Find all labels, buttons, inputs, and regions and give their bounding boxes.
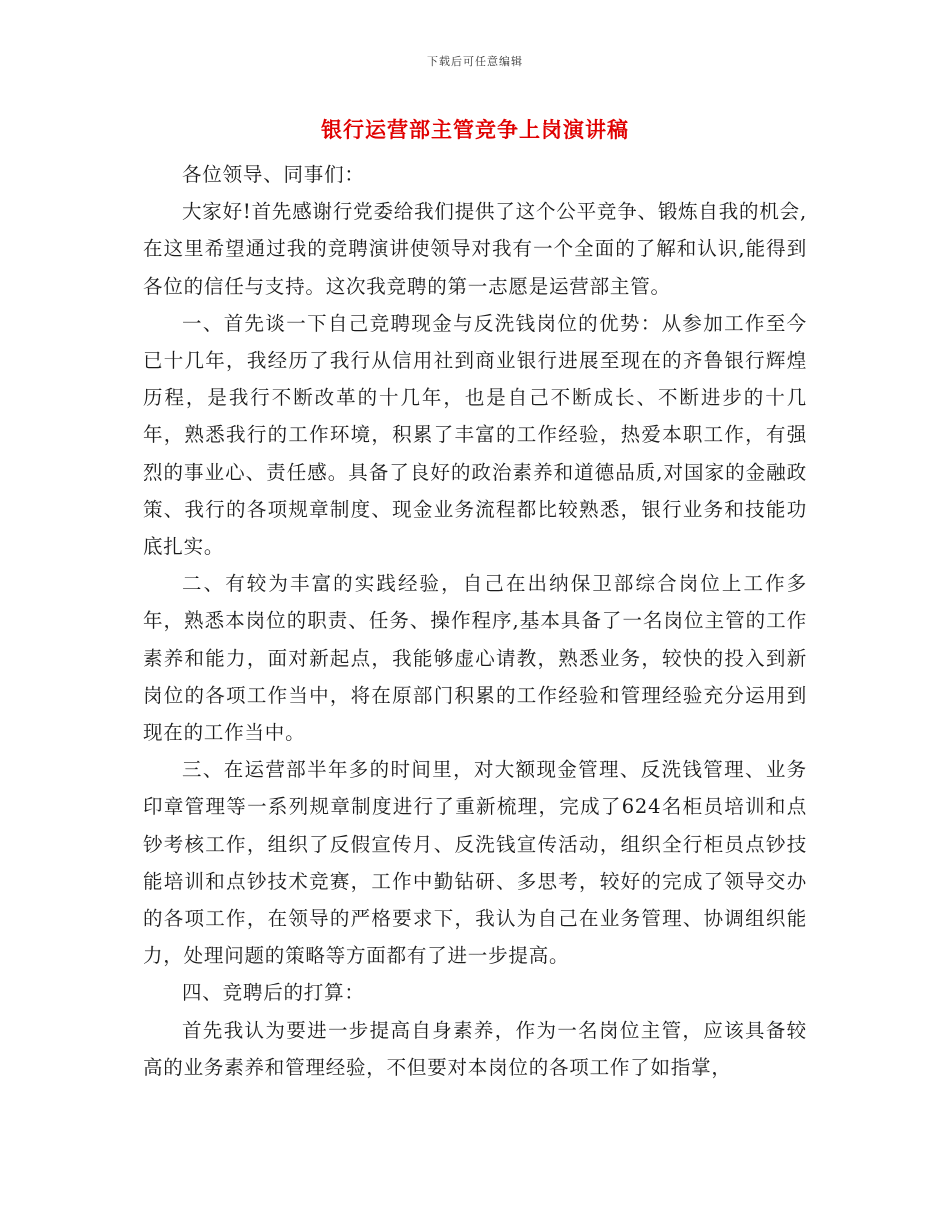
- paragraph-section-4-heading: 四、竞聘后的打算：: [182, 981, 365, 1005]
- document-title: 银行运营部主管竞争上岗演讲稿: [321, 117, 629, 142]
- paragraph-section-3: 三、在运营部半年多的时间里，对大额现金管理、反洗钱管理、业务印章管理等一系列规章制度进行了重新梳理，完成了624名柜员培训和点钞考核工作，组织了反假宣传月、反洗钱宣传活动，组织全行柜员点钞技能培训和点钞技术竞赛，工作中勤钻研、多思考，较好的完成了领导交办的各项工作，在领导的严格要求下，我认为自己在业务管理、协调组织能力，处理问题的策略等方面都有了进一步提高。: [143, 758, 807, 968]
- header-note: 下载后可任意编辑: [427, 55, 523, 68]
- document-body: [143, 156, 807, 1086]
- paragraph-salutation: 各位领导、同事们：: [182, 163, 365, 186]
- paragraph-section-1: 一、首先谈一下自己竞聘现金与反洗钱岗位的优势：从参加工作至今已十几年，我经历了我行从信用社到商业银行进展至现在的齐鲁银行辉煌历程，是我行不断改革的十几年，也是自己不断成长、不断进步的十几年，熟悉我行的工作环境，积累了丰富的工作经验，热爱本职工作，有强烈的事业心、责任感。具备了良好的政治素养和道德品质,对国家的金融政策、我行的各项规章制度、现金业务流程都比较熟悉，银行业务和技能功底扎实。: [143, 311, 807, 559]
- paragraph-section-2: 二、有较为丰富的实践经验，自己在出纳保卫部综合岗位上工作多年，熟悉本岗位的职责、任务、操作程序,基本具备了一名岗位主管的工作素养和能力，面对新起点，我能够虚心请教，熟悉业务，较快的投入到新岗位的各项工作当中，将在原部门积累的工作经验和管理经验充分运用到现在的工作当中。: [143, 572, 807, 745]
- paragraph-intro: 大家好!首先感谢行党委给我们提供了这个公平竞争、锻炼自我的机会,在这里希望通过我的竞聘演讲使领导对我有一个全面的了解和认识,能得到各位的信任与支持。这次我竞聘的第一志愿是运营部主管。: [143, 200, 807, 298]
- paragraph-section-4-body: 首先我认为要进一步提高自身素养，作为一名岗位主管，应该具备较高的业务素养和管理经验，不但要对本岗位的各项工作了如指掌，: [143, 1018, 807, 1079]
